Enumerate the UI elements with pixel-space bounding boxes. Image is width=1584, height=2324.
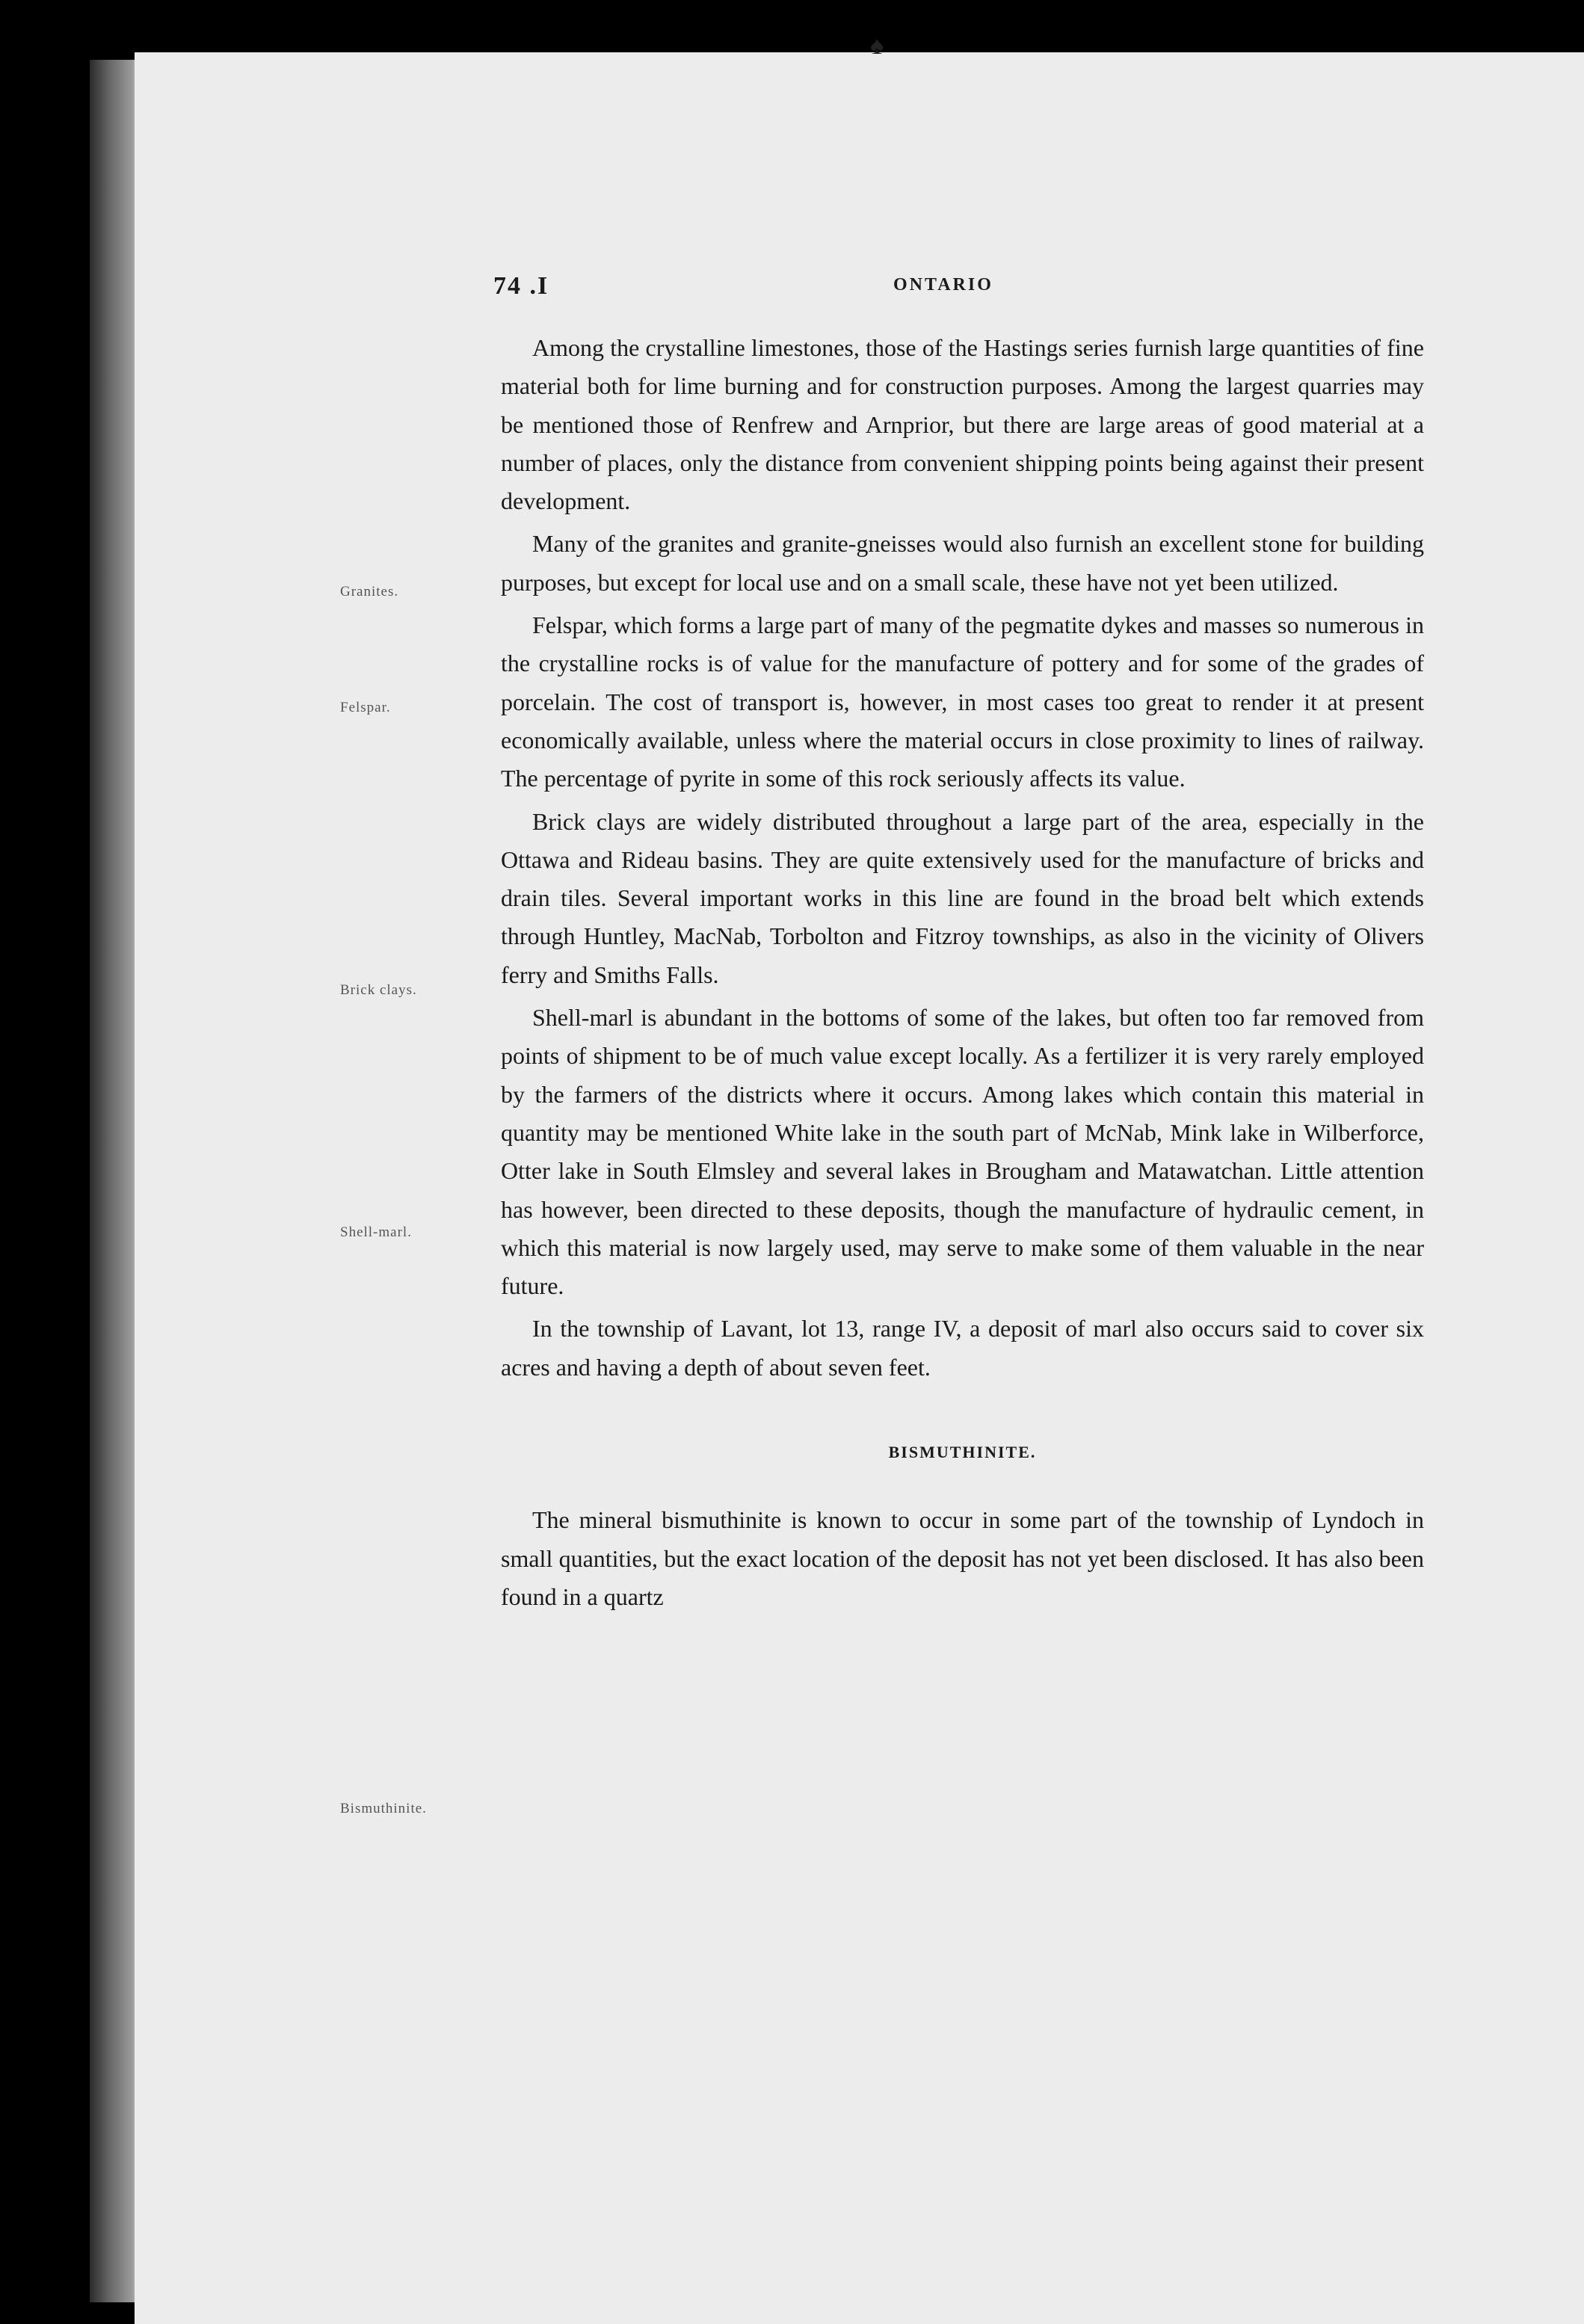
body-text xyxy=(501,329,1424,1621)
paragraph-brick-clays: Brick clays are widely distributed throughout a large part of the area, especially in the Ottawa and Rideau basins. They are quite extensively used for the manufacture of bricks and drain tiles. Several important works in this line are found in the broad belt which extends through Huntley, MacNab, Torbolton and Fitzroy townships, as also in the vicinity of Olivers ferry and Smiths Falls. xyxy=(501,807,1424,988)
paragraph-bismuthinite: The mineral bismuthinite is known to occur in some part of the township of Lyndoch in small quantities, but the exact location of the deposit has not yet been disclosed. It has also been found in a quartz xyxy=(501,1506,1424,1610)
margin-note-shell-marl: Shell-marl. xyxy=(340,1224,412,1240)
paragraph-felspar: Felspar, which forms a large part of many of the pegmatite dykes and masses so numerous in the crystalline rocks is of value for the manufacture of pottery and for some of the grades of porcelain. The cost of transport is, however, in most cases too great to render it at present economically available, unless where the material occurs in close proximity to lines of railway. The percentage of pyrite in some of this rock seriously affects its value. xyxy=(501,611,1424,792)
margin-note-brick-clays: Brick clays. xyxy=(340,982,417,998)
paragraph-limestones: Among the crystalline limestones, those of the Hastings series furnish large quantities of fine material both for lime burning and for construction purposes. Among the largest quarries may be mentioned those of Renfrew and Arnprior, but there are large areas of good material at a number of places, only the distance from convenient shipping points being against their present development. xyxy=(501,334,1424,515)
margin-note-felspar: Felspar. xyxy=(340,700,391,715)
paragraph-shell-marl: Shell-marl is abundant in the bottoms of some of the lakes, but often too far removed from points of shipment to be of much value except locally. As a fertilizer it is very rarely employed by the farmers of the districts where it occurs. Among lakes which contain this material in quantity may be mentioned White lake in the south part of McNab, Mink lake in Wilberforce, Otter lake in South Elmsley and several lakes in Brougham and Matawatchan. Little attention has however, been directed to these deposits, though the manufacture of hydraulic cement, in which this material is now largely used, may serve to make some of them valuable in the near future. xyxy=(501,1004,1424,1300)
margin-note-granites: Granites. xyxy=(340,584,399,600)
margin-note-bismuthinite: Bismuthinite. xyxy=(340,1801,427,1816)
running-head-title: ONTARIO xyxy=(893,275,993,295)
paragraph-granites: Many of the granites and granite-gneisses would also furnish an excellent stone for building purposes, but except for local use and on a small scale, these have not yet been utilized. xyxy=(501,530,1424,596)
top-printer-mark: ♠ xyxy=(869,32,884,60)
page-number: 74 .I xyxy=(493,272,549,300)
running-head xyxy=(493,272,1428,302)
section-heading-bismuthinite: BISMUTHINITE. xyxy=(888,1443,1037,1462)
paragraph-lavant-marl: In the township of Lavant, lot 13, range IV, a deposit of marl also occurs said to cover six acres and having a depth of about seven feet. xyxy=(501,1315,1424,1381)
